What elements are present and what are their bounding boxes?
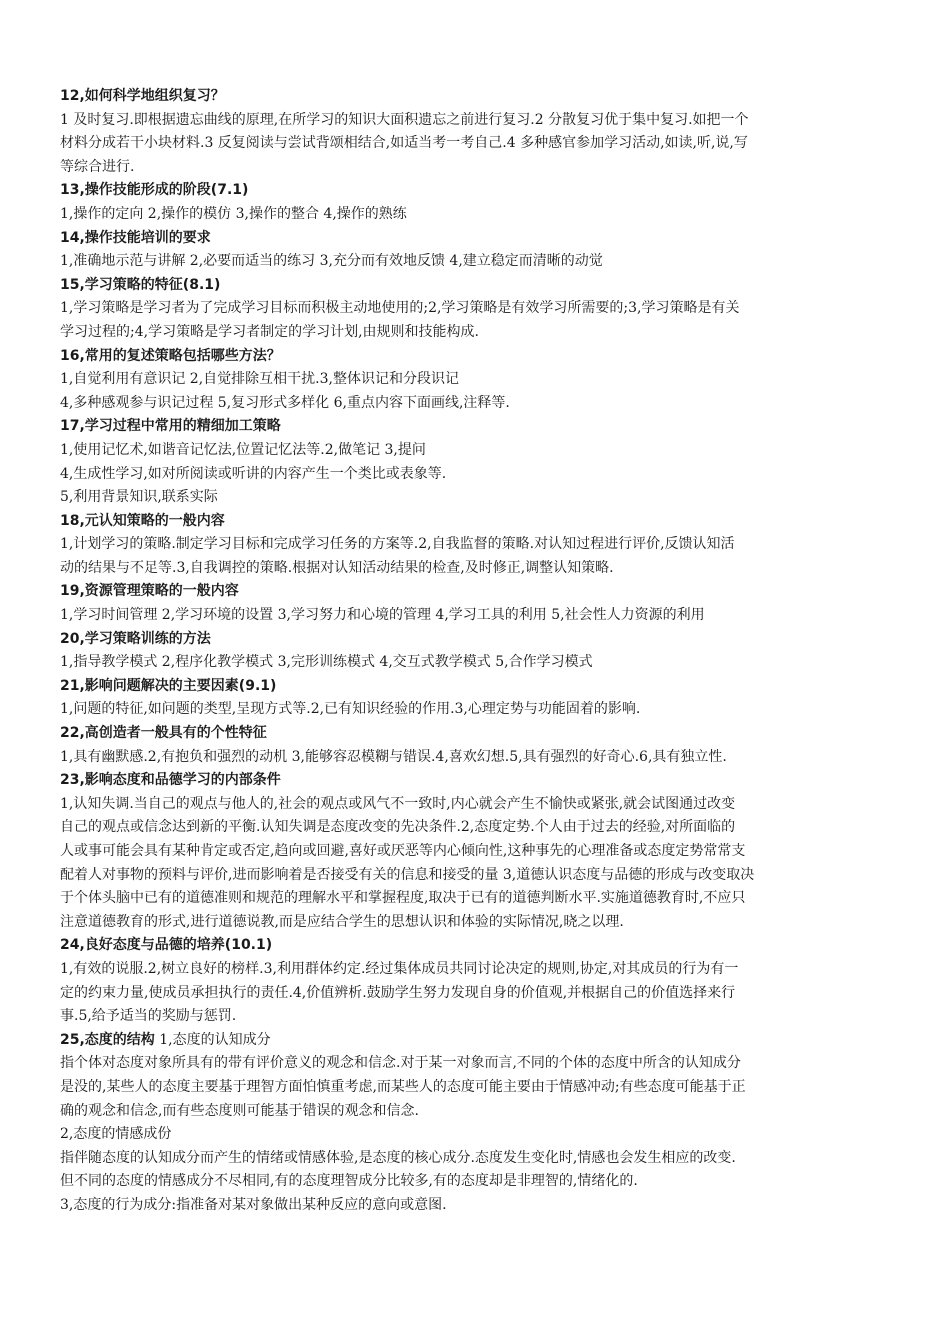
body-line: 材料分成若干小块材料.3 反复阅读与尝试背颂相结合,如适当考一考自己.4 多种感官参加学习活动,如读,听,说,写	[60, 135, 748, 152]
body-line: 动的结果与不足等.3,自我调控的策略.根据对认知活动结果的检查,及时修正,调整认知策略.	[60, 559, 614, 576]
body-line: 1,问题的特征,如问题的类型,呈现方式等.2,已有知识经验的作用.3,心理定势与功能固着的影响.	[60, 701, 641, 718]
body-line: 1,准确地示范与讲解 2,必要而适当的练习 3,充分而有效地反馈 4,建立稳定而清晰的动觉	[60, 253, 603, 270]
body-line: 4,多种感观参与识记过程 5,复习形式多样化 6,重点内容下面画线,注释等.	[60, 394, 510, 411]
mixed-line	[60, 1029, 892, 1053]
heading-line: 16,常用的复述策略包括哪些方法？	[60, 347, 281, 364]
body-line: 1,认知失调.当自己的观点与他人的,社会的观点或风气不一致时,内心就会产生不愉快或紧张,就会试图通过改变	[60, 795, 736, 812]
body-line: 学习过程的;4,学习策略是学习者制定的学习计划,由规则和技能构成.	[60, 323, 479, 340]
body-line: 自己的观点或信念达到新的平衡.认知失调是态度改变的先决条件.2,态度定势.个人由于过去的经验,对所面临的	[60, 819, 736, 836]
heading-line: 14,操作技能培训的要求	[60, 229, 211, 246]
body-line: 4,生成性学习,如对所阅读或听讲的内容产生一个类比或表象等.	[60, 465, 447, 482]
heading-inline: 25,态度的结构	[60, 1031, 155, 1048]
document-page	[60, 85, 892, 1218]
body-line: 1,学习时间管理 2,学习环境的设置 3,学习努力和心境的管理 4,学习工具的利用 5,社会性人力资源的利用	[60, 607, 705, 624]
heading-line: 18,元认知策略的一般内容	[60, 512, 225, 529]
body-line: 是没的,某些人的态度主要基于理智方面怕慎重考虑,而某些人的态度可能主要由于情感冲动;有些态度可能基于正	[60, 1078, 746, 1095]
body-line: 1,操作的定向 2,操作的模仿 3,操作的整合 4,操作的熟练	[60, 205, 407, 222]
body-line: 1,自觉利用有意识记 2,自觉排除互相干扰.3,整体识记和分段识记	[60, 371, 459, 388]
body-line: 定的约束力量,使成员承担执行的责任.4,价值辨析.鼓励学生努力发现自身的价值观,并根据自己的价值选择来行	[60, 984, 736, 1001]
heading-line: 21,影响问题解决的主要因素(9.1)	[60, 677, 277, 694]
body-line: 5,利用背景知识,联系实际	[60, 489, 218, 506]
body-line: 指伴随态度的认知成分而产生的情绪或情感体验,是态度的核心成分.态度发生变化时,情感也会发生相应的改变.	[60, 1149, 736, 1166]
body-line: 1,计划学习的策略.制定学习目标和完成学习任务的方案等.2,自我监督的策略.对认知过程进行评价,反馈认知活	[60, 536, 735, 553]
body-line: 于个体头脑中已有的道德准则和规范的理解水平和掌握程度,取决于已有的道德判断水平.实施道德教育时,不应只	[60, 890, 746, 907]
heading-line: 20,学习策略训练的方法	[60, 630, 211, 647]
body-line: 事.5,给予适当的奖励与惩罚.	[60, 1008, 237, 1025]
body-line: 1,学习策略是学习者为了完成学习目标而积极主动地使用的;2,学习策略是有效学习所需要的;3,学习策略是有关	[60, 300, 740, 317]
body-line: 指个体对态度对象所具有的带有评价意义的观念和信念.对于某一对象而言,不同的个体的态度中所含的认知成分	[60, 1055, 741, 1072]
body-line: 配着人对事物的预料与评价,进而影响着是否接受有关的信息和接受的量 3,道德认识态度与品德的形成与改变取决	[60, 866, 755, 883]
heading-line: 15,学习策略的特征(8.1)	[60, 276, 221, 293]
heading-line: 17,学习过程中常用的精细加工策略	[60, 418, 281, 435]
body-line: 但不同的态度的情感成分不尽相同,有的态度理智成分比较多,有的态度却是非理智的,情绪化的.	[60, 1173, 638, 1190]
heading-line: 22,高创造者一般具有的个性特征	[60, 725, 267, 742]
heading-line: 13,操作技能形成的阶段(7.1)	[60, 182, 249, 199]
body-line: 1,有效的说服.2,树立良好的榜样.3,利用群体约定.经过集体成员共同讨论决定的规则,协定,对其成员的行为有一	[60, 960, 739, 977]
heading-line: 23,影响态度和品德学习的内部条件	[60, 772, 281, 789]
body-line: 等综合进行.	[60, 158, 135, 175]
body-line: 2,态度的情感成份	[60, 1126, 172, 1143]
body-line: 注意道德教育的形式,进行道德说教,而是应结合学生的思想认识和体验的实际情况,晓之以理.	[60, 913, 624, 930]
heading-line: 19,资源管理策略的一般内容	[60, 583, 239, 600]
body-line: 1,使用记忆术,如谐音记忆法,位置记忆法等.2,做笔记 3,提问	[60, 441, 426, 458]
body-line: 1 及时复习.即根据遗忘曲线的原理,在所学习的知识大面积遗忘之前进行复习.2 分散复习优于集中复习.如把一个	[60, 111, 749, 128]
body-line: 3,态度的行为成分:指准备对某对象做出某种反应的意向或意图.	[60, 1196, 447, 1213]
body-inline: 1,态度的认知成分	[154, 1031, 271, 1048]
body-line: 人或事可能会具有某种肯定或否定,趋向或回避,喜好或厌恶等内心倾向性,这种事先的心理准备或态度定势常常支	[60, 843, 746, 859]
heading-line: 12,如何科学地组织复习？	[60, 88, 225, 104]
body-line: 确的观念和信念,而有些态度则可能基于错误的观念和信念.	[60, 1102, 419, 1119]
body-line: 1,具有幽默感.2,有抱负和强烈的动机 3,能够容忍模糊与错误.4,喜欢幻想.5,具有强烈的好奇心.6,具有独立性.	[60, 748, 727, 765]
heading-line: 24,良好态度与品德的培养(10.1)	[60, 937, 273, 954]
body-line: 1,指导教学模式 2,程序化教学模式 3,完形训练模式 4,交互式教学模式 5,合作学习模式	[60, 654, 593, 671]
